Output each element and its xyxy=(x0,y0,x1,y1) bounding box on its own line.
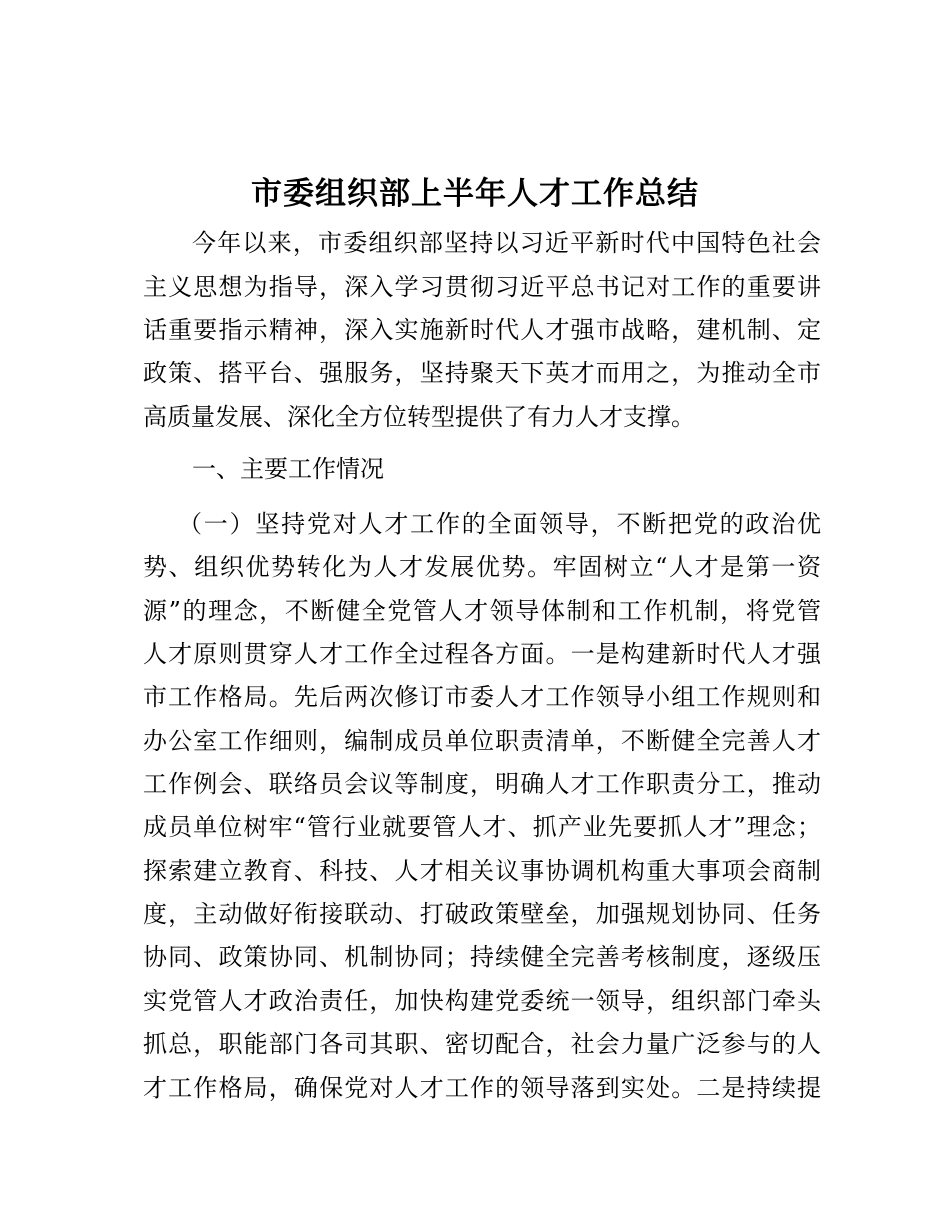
paragraph-line: 主义思想为指导，深入学习贯彻习近平总书记对工作的重要讲 xyxy=(143,273,821,301)
paragraph-line: （一）坚持党对人才工作的全面领导，不断把党的政治优 xyxy=(178,510,821,538)
paragraph-line: 才工作格局，确保党对人才工作的领导落到实处。二是持续提 xyxy=(143,1074,821,1102)
paragraph-line: 度，主动做好衔接联动、打破政策壁垒，加强规划协同、任务 xyxy=(143,900,821,928)
paragraph-line: 今年以来，市委组织部坚持以习近平新时代中国特色社会 xyxy=(192,229,821,257)
paragraph-line: 办公室工作细则，编制成员单位职责清单，不断健全完善人才 xyxy=(143,727,821,755)
paragraph-line: 实党管人才政治责任，加快构建党委统一领导，组织部门牵头 xyxy=(143,987,821,1015)
paragraph-line: 市工作格局。先后两次修订市委人才工作领导小组工作规则和 xyxy=(143,683,821,711)
paragraph-line: 高质量发展、深化全方位转型提供了有力人才支撑。 xyxy=(143,403,695,431)
paragraph-line: 成员单位树牢“管行业就要管人才、抓产业先要抓人才”理念； xyxy=(143,813,821,841)
paragraph-line: 人才原则贯穿人才工作全过程各方面。一是构建新时代人才强 xyxy=(143,640,821,668)
paragraph-line: 工作例会、联络员会议等制度，明确人才工作职责分工，推动 xyxy=(143,770,821,798)
paragraph-line: 势、组织优势转化为人才发展优势。牢固树立“人才是第一资 xyxy=(143,553,821,581)
paragraph-line: 源”的理念，不断健全党管人才领导体制和工作机制，将党管 xyxy=(143,597,821,625)
paragraph-line: 探索建立教育、科技、人才相关议事协调机构重大事项会商制 xyxy=(143,857,821,885)
paragraph-line: 政策、搭平台、强服务，坚持聚天下英才而用之，为推动全市 xyxy=(143,359,821,387)
paragraph-line: 抓总，职能部门各司其职、密切配合，社会力量广泛参与的人 xyxy=(143,1030,821,1058)
paragraph-line: 协同、政策协同、机制协同；持续健全完善考核制度，逐级压 xyxy=(143,943,821,971)
section-heading: 一、主要工作情况 xyxy=(192,455,384,483)
document-title: 市委组织部上半年人才工作总结 xyxy=(251,176,699,212)
paragraph-line: 话重要指示精神，深入实施新时代人才强市战略，建机制、定 xyxy=(143,316,821,344)
